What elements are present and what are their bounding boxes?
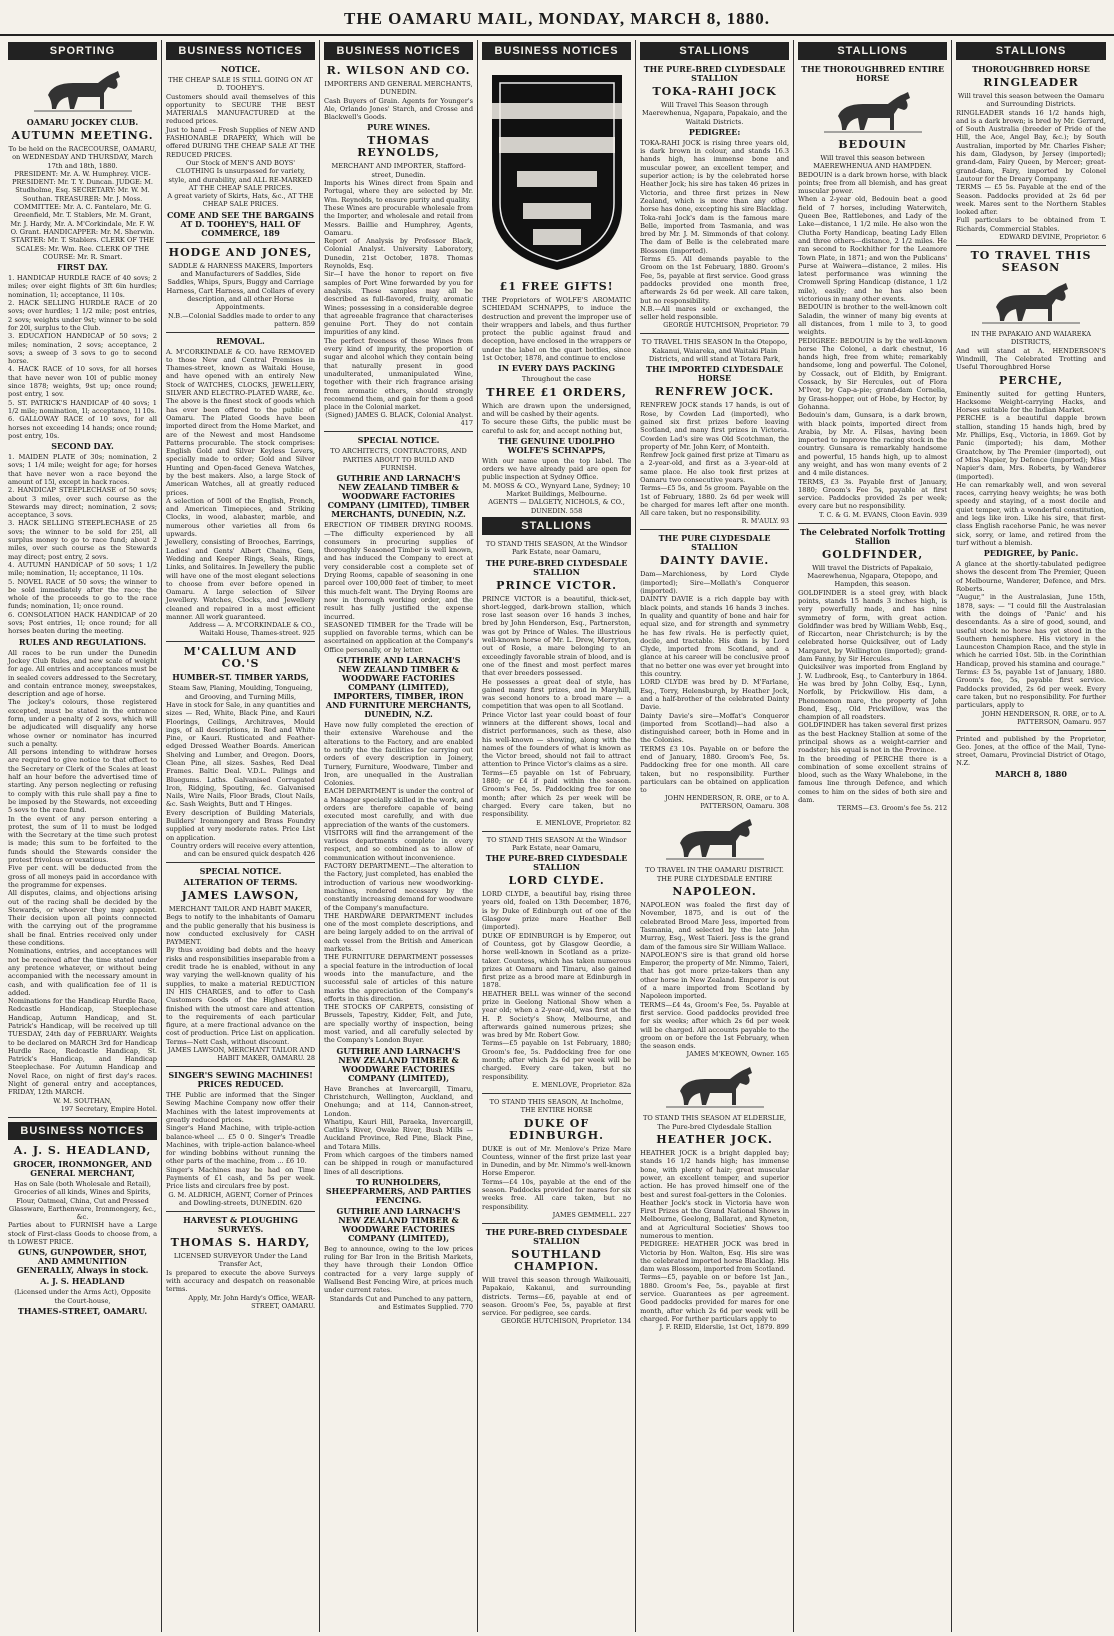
body-text: THE FURNITURE DEPARTMENT possesses a special feature in the introduction of local woods into the manufacture, and the successful sale of articles of this nature marks the appreciation of the Company's efforts in this direction.	[324, 953, 474, 1003]
ad-headline: LORD CLYDE.	[508, 874, 605, 888]
ad-subheading: THE THOROUGHBRED ENTIRE HORSE	[801, 64, 945, 83]
ad-subheading: THE IMPORTED CLYDESDALE HORSE	[646, 364, 784, 384]
centered-text: COMMITTEE: Mr. A. C. Fantelaro, Mr. G. Greenfield, Mr. T. Stablers, Mr. M. Grant, Mr. J. Hardy, Mr. A. M'Corkindale, Mr. F. W. O. Grant. HANDICAPPER: Mr. M. Sherwin. STARTER: Mr. T. Stablers. CLERK OF THE SCALES: Mr. Wm. Ree. CLERK OF THE COURSE: Mr. R. Smart.	[10, 203, 155, 261]
body-text: PEDIGREE: HEATHER JOCK was bred in Victoria by Hon. Walton, Esq. His sire was the celebrated imported horse Blacklag. His dam was Blossom, imported from Scotland.	[640, 1240, 790, 1274]
body-text: THE Proprietors of WOLFE'S AROMATIC SCHIEDAM SCHNAPPS, to induce the destruction and prevent the improper use of their wrappers and labels, and thus further protect the public against fraud and deception, have enclosed in the wrappers or under the label on the quart bottles, since 1st October, 1878, and continue to enclose	[482, 296, 632, 363]
ad-headline: AUTUMN MEETING.	[11, 129, 154, 142]
column-heading: BUSINESS NOTICES	[166, 42, 315, 60]
body-text: Singer's Hand Machine, with triple-action balance-wheel ... £5 0 0. Singer's Treadle Machines, with triple-action balance-wheel for winding bobbins without running the other parts of the machine, from ... £6 10.	[166, 1124, 316, 1166]
body-text: THE STOCKS OF CARPETS, consisting of Brussels, Tapestry, Kidder, Felt, and Jute, are specially worthy of inspection, being most varied, and all carefully selected by the Company's London Buyer.	[324, 1003, 474, 1045]
column-heading: BUSINESS NOTICES	[324, 42, 473, 60]
body-text: DUKE OF EDINBURGH is by Emperor, out of Countess, got by Glasgow Geordie, a horse well-known in Scotland as a prize-taker. Countess, which has taken numerous prizes at Oamaru and Timaru, also gained first prize as a brood mare at Edinburgh in 1878.	[482, 931, 632, 990]
body-text: Just to hand — Fresh Supplies of NEW AND FASHIONABLE DRAPERY, Which will be offered DURING THE CHEAP SALE AT THE REDUCED PRICES.	[166, 125, 316, 159]
body-text: Have Branches at Invercargill, Timaru, Christchurch, Wellington, Auckland, and Onehunga; and at 114, Cannon-street, London.	[324, 1084, 474, 1118]
ad-subheading: PURE WINES.	[367, 122, 430, 133]
ad-subheading: GROCER, IRONMONGER, AND GENERAL MERCHANT,	[13, 1158, 152, 1178]
newspaper-columns	[4, 40, 1110, 1632]
centered-text: Will Travel This Season through Maerewhenua, Ngapara, Papakaio, and the Waitaki Districts.	[642, 101, 788, 126]
centered-text: TO TRAVEL THIS SEASON In the Otepopo, Kakanui, Waiareka, and Waitaki Plain Districts, and will stand at Totara Park,	[641, 338, 788, 364]
body-text: PRINCE VICTOR is a beautiful, thick-set, short-legged, dark-brown stallion, which rose last season over 16 hands 3 inches, bred by John Henderson, Esq., Partnerston, was got by Prince of Wales. The illustrious well-known horse of Mr. L. Drew, Merryton, out of Rosie, a mare belonging to an exceedingly favorable strain of blood, and is one of the finest and most perfect mares that ever breeders possessed.	[482, 594, 632, 678]
body-text: Report of Analysis by Professor Black, Colonial Analyst. University Laboratory, Dunedin, 21st October, 1878. Thomas Reynolds, Esq.	[324, 237, 474, 271]
body-text: Terms: £3 5s, payable 1st of January, 1880. Groom's fee, 5s, payable first service. Paddocks provided, 2s 6d per week. Every care taken, but no responsibility. For further particulars, apply to	[956, 668, 1106, 710]
centered-text: THE CHEAP SALE IS STILL GOING ON AT D. TOOHEY'S.	[168, 76, 313, 93]
body-text: Terms £5. All demands payable to the Groom on the 1st February, 1880. Groom's Fee, 5s, payable at first service. Good grass paddocks provided one month free, afterwards 2s 6d per week. All care taken, but no responsibility.	[640, 255, 790, 305]
ad-subheading: IN EVERY DAYS PACKING	[498, 363, 616, 374]
body-text: DAINTY DAVIE is a rich dapple bay with black points, and stands 16 hands 3 inches. In quality and quantity of bone and hair for equal size, and for strength and symmetry he has few rivals. He is perfectly quiet, docile, and tractable. His dam is by Lord Clyde, imported from Scotland, and a glance at his career will be conclusive proof that no better one was ever yet brought into this country.	[640, 595, 790, 679]
body-text: Every description of Building Materials, Builders' Ironmongery and Brass Foundry supplied at very moderate rates. Price List on application.	[166, 808, 316, 842]
body-text: PERCHE is a beautiful dapple brown stallion, standing 15 hands high, bred by Mr. Phillips, Esq., Victoria, in 1869. Got by Panic (imported); his dam, Mother Graatchow, by The Premier (imported), out of Miss Napier, by Defence (imported); Miss Napier's dam, Mrs. Roberts, by Wanderer (imported).	[956, 414, 1106, 481]
centered-text: Throughout the case	[521, 375, 592, 384]
body-text: Imports his Wines direct from Spain and Portugal, where they are selected by Mr. Wm. Reynolds, to ensure purity and quality.	[324, 179, 474, 204]
body-text: The perfect freeness of these Wines from every kind of impurity, the proportion of sugar and alcohol which they contain being that naturally present in good unadulterated, unmanipulated Wine, together with their rich fragrance arising from aromatic ethers, should strongly recommend them, and gain for them a good place in the Colonial market.	[324, 336, 474, 412]
body-text: 3. HACK SELLING STEEPLECHASE of 25 sovs; the winner to be sold for 25l, all surplus money to go to race fund; about 2 miles, over such course as the Stewards may direct; post entry, 2 sovs.	[8, 519, 158, 561]
ad-headline: PERCHE,	[998, 373, 1064, 387]
ad-signature: E. MENLOVE, Proprietor. 82	[536, 818, 632, 827]
body-text: When a 2-year old, Bedouin beat a good field of 7 horses, including Waterwitch, Queen Bee, Rattlebones, and Lady of the Lake—distance, 1 1/2 mile. He also won the Clutha Forty Handicap, beating Lady Ellen and three others—distance, 2 1/2 miles. He ran second to Rockhither for the Leamore Town Plate, in 1871; and won the Publicans' Purse at Waiwera—distance, 2 miles. His latest performance was winning the Cromwell Spring Handicap (distance, 1 1/2 mile), easily; and he has also been victorious in many other events.	[798, 195, 948, 304]
ad-headline: RINGLEADER	[983, 76, 1079, 89]
centered-text: M. MOSS & CO., Wynyard Lane, Sydney; 10 Market Buildings, Melbourne.	[482, 481, 631, 499]
column-heading: STALLIONS	[956, 42, 1106, 60]
body-text: Terms—£4 10s, payable at the end of the season. Paddocks provided for mares for six weeks free. All care taken, but no responsibility.	[482, 1177, 632, 1211]
body-text: 2. HANDICAP STEEPLECHASE of 50 sovs; about 3 miles, over such course as the Stewards may direct; nomination, 2 sovs; acceptance, 3 sovs.	[8, 486, 158, 520]
body-text: Toka-rahi Jock's dam is the famous mare Belle, imported from Tasmania, and was bred by Mr. J. M. Simmonds of that colony. The dam of Belle is the celebrated mare Blossom (imported).	[640, 213, 790, 255]
column-heading: SPORTING	[8, 42, 157, 60]
column-2	[162, 40, 320, 1632]
body-text: 5. ST. PATRICK'S HANDICAP of 40 sovs; 1 1/2 mile; nomination, 1l; acceptance, 1l 10s.	[8, 398, 158, 415]
ad-signature: (Signed) JAMES G. BLACK, Colonial Analyst. 417	[325, 411, 474, 428]
ad-signature: GEORGE HUTCHISON, Proprietor. 79	[663, 321, 790, 330]
body-text: Terms—£5 5s, and 5s groom. Payable on the 1st of February, 1880. 2s 6d per week will be charged for mares left after one month. All care taken, but no responsibility.	[640, 484, 790, 518]
centered-text: TO ARCHITECTS, CONTRACTORS, AND PARTIES ABOUT TO BUILD AND FURNISH.	[330, 447, 467, 472]
body-text: These Wines are procurable wholesale from the Importer, and wholesale and retail from Messrs. Baillie and Humphrey, Agents, Oamaru.	[324, 203, 474, 237]
body-text: The above is the finest stock of goods which has ever been offered to the public of Oamaru. The Plated Goods have been imported direct from the Home Market, and are of the Newest and most Handsome Patterns procurable. The stock comprises: English Gold and Silver Keyless Levers, specially made to order; Gold and Silver Hunting and Open-faced Geneva Watches, by the best makers. Also, a large Stock of American Watches, all at greatly reduced prices.	[166, 397, 316, 497]
horse-illustration-icon	[28, 65, 138, 115]
centered-text: TO TRAVEL IN THE OAMARU DISTRICT. THE PURE CLYDESDALE ENTIRE	[645, 866, 784, 883]
body-text: Nominations for the Handicap Hurdle Race, Redcastle Handicap, Steeplechase Handicap, Autumn Handicap, and St. Patrick's Handicap, will be received up till TUESDAY, 24th day of FEBRUARY. Weights to be declared on MARCH 3rd for Handicap Hurdle Race, Redcastle Handicap, St. Patrick's Handicap, and Handicap Steeplechase. For Autumn Handicap and Novel Race, on night of first day's races. Night of general entry and acceptances, FRIDAY, 12th MARCH.	[8, 997, 158, 1097]
body-text: 6. GALLOWAY RACE of 10 sovs, for all horses not exceeding 14 hands; once round; post entry, 10s.	[8, 415, 158, 440]
body-text: Which are drawn upon the undersigned, and will be cashed by their agents.	[482, 401, 632, 418]
column-divider	[8, 1117, 157, 1118]
body-text: A selection of 500l of the English, French, and American Timepieces, and Striking Clocks, in wood, alabaster, marble, and numerous other varieties all from 6s upwards.	[166, 496, 316, 539]
ad-headline: JAMES LAWSON,	[181, 888, 300, 902]
ad-subheading: The Celebrated Norfolk Trotting Stallion	[800, 526, 946, 546]
body-text: Heather Jock's stock in Victoria have won First Prizes at the Grand National Shows in Melbourne, Geelong, Ballarat, and Kyneton, and at Agricultural Societies' Shows too numerous to mention.	[640, 1198, 790, 1240]
column-1	[4, 40, 162, 1632]
ad-headline: HEATHER JOCK.	[656, 1133, 773, 1147]
ad-subheading: GUNS, GUNPOWDER, SHOT, AND AMMUNITION GENERALLY, Always in stock.	[16, 1247, 149, 1276]
ad-subheading: REMOVAL.	[216, 335, 265, 346]
body-text: TERMS—£4 4s, Groom's Fee, 5s. Payable at first service. Good paddocks provided free for six weeks; after which 2s 6d per week will be charged. All accounts payable to the groom on or before the 1st February, when the season ends.	[640, 1000, 790, 1051]
body-text: A. M'CORKINDALE & CO. have REMOVED to those New and Central Premises in Thames-street, known as Waitaki House, and have opened with an entirely New Stock of WATCHES, CLOCKS, JEWELLERY, SILVER AND ELECTRO-PLATED WARE, &c.	[166, 347, 316, 398]
body-text: Terms—£5 payable on 1st of February, 1880; or £4 if paid within the season. Groom's Fee, 5s. Paddocking free for one month; after which 2s per week will be charged. Every care taken, but no responsibility.	[482, 768, 632, 819]
ad-signature: Apply, Mr. John Hardy's Office, WEAR-STREET, OAMARU.	[188, 1293, 316, 1310]
body-text: Is prepared to execute the above Surveys with accuracy and despatch on reasonable terms.	[166, 1268, 316, 1294]
column-divider	[166, 332, 315, 333]
body-text: All disputes, claims, and objections arising out of the racing shall be decided by the Stewards, or whoever they may appoint. Their decision upon all points connected with the carrying out of the programme shall be final. Entries received only under these conditions.	[8, 889, 158, 948]
body-text: From which cargoes of the timbers named can be shipped in rough or manufactured lines of all descriptions.	[324, 1150, 474, 1176]
ad-signature: TERMS—£3. Groom's fee 5s. 212	[837, 804, 948, 813]
body-text: Jewellery, consisting of Brooches, Earrings, Ladies' and Gents' Albert Chains, Gem, Wedding and Keeper Rings, Seals, Rings, Links, and Solitaires. In Jewellery the public will have one of the most elegant selections to choose from ever before opened in Oamaru. A large selection of Silver Jewellery. Watches, Clocks, and Jewellery cleaned and repaired in a most efficient manner. All work guaranteed.	[166, 538, 316, 622]
body-text: DUKE is out of Mr. Menlove's Prize Mare Countess, winner of the first prize last year in Dunedin, and by Mr. Nimmo's well-known Horse Emperor.	[482, 1144, 632, 1178]
ad-subheading: SINGER'S SEWING MACHINES! PRICES REDUCED.	[168, 1070, 313, 1090]
centered-text: LICENSED SURVEYOR Under the Land Transfer Act,	[173, 1252, 308, 1269]
centered-text: W. M. SOUTHAN,	[53, 1096, 112, 1105]
body-text: Will travel this season through Waikouaiti, Papakaio, Kakanui, and surrounding districts. Terms—£6, payable at end of season. Groom's Fee, 5s, payable at first service. For pedigree, see cards.	[482, 1275, 632, 1318]
column-heading: STALLIONS	[798, 42, 947, 60]
ad-headline: DUKE OF EDINBURGH.	[509, 1116, 604, 1142]
body-text: 2. HACK SELLING HURDLE RACE of 20 sovs; over hurdles; 1 1/2 mile; post entries, 2 sovs; weights under 9st; winner to be sold for 20l, surplus to the Club.	[8, 299, 158, 332]
body-text: BEDOUIN is a dark brown horse, with black points; free from all blemish, and has great muscular power.	[798, 170, 948, 196]
body-text: Have in stock for Sale, in any quantities and sizes — Red, White, Black Pine, and Kauri Floorings, Ceilings, Architraves, Mould ings, of all descriptions, in Red and White Pine, or Kauri. Rusticated and Feather-edged Dressed Weather Boards. American Shelving and Lumber, and Oregon. Doors, Clean Pine, all sizes. Sashes, Red Deal Frames. Baltic Deal. V.D.L. Palings and Bluegums. Laths. Galvanised Corrugated Iron, Ridging, Spouting, &c. Galvanised Nails, Wire Nails, Floor Brads, Clout Nails, &c. Sash Weights, Butt and T Hinges.	[166, 700, 316, 809]
body-text: TERMS, £3 3s. Payable first of January, 1880; Groom's Fee 5s, payable at first service. Paddocks provided 2s per week; every care but no responsibility.	[798, 477, 948, 511]
body-text: Dainty Davie's sire—Moffat's Conqueror (imported from Scotland)—had also a distinguished career, both in Home and in the Colonies.	[640, 711, 790, 745]
ad-subheading: SPECIAL NOTICE.	[199, 865, 282, 876]
body-text: Nominations, entries, and acceptances will not be received after the time stated under any pretence whatever, or without being accompanied with the necessary amount in cash, and with qualification fee of 1l is added.	[8, 947, 158, 997]
ad-subheading: THE PURE-BRED CLYDESDALE STALLION	[485, 557, 628, 577]
column-divider	[798, 523, 947, 524]
body-text: RINGLEADER stands 16 1/2 hands high, and is a dark brown; is bred by Mr. Gerrard, of South Australia (breeder of Pride of the Hill, the Ace, Angel Bay, &c.); by South Australian, imported by Mr. Charles Fisher; his dam, Gladyson, by Jersey (imported); grand-dam, Fairy Queen, by Mercer; great-grand-dam, Fairy, imported by Colonel Lautour for the Dreary Company.	[956, 108, 1106, 183]
column-3	[320, 40, 478, 1632]
body-text: Renfrew Jock gained first prize at Timaru as a 2-year-old, and first as a 3-year-old at same place. He also took first prizes at Oamaru two consecutive years.	[640, 451, 790, 484]
ad-headline: M'CALLUM AND CO.'S	[183, 645, 298, 671]
ad-headline: THOMAS S. HARDY,	[170, 1236, 311, 1250]
body-text: Quicksilver was imported from England by J. W. Ludbrook, Esq., to Canterbury in 1864. He was bred by John Colby, Esq., Lynn, Norfolk, by Prickwillow. His dam, a Phenomenon mare, the property of John Bond, Esq., Old Prickwillow, was the champion of all roadsters.	[798, 663, 948, 722]
column-divider	[166, 1211, 315, 1212]
ad-subheading: HARVEST & PLOUGHING SURVEYS.	[183, 1215, 298, 1235]
body-text: Printed and published by the Proprietor, Geo. Jones, at the office of the Mail, Tyne-street, Oamaru, Provincial District of Otago, N.Z.	[956, 734, 1106, 768]
body-text: BEDOUIN is brother to the well-known colt Saladin, the winner of many big events at all distances, from 1 mile to 3, to good weights.	[798, 303, 948, 337]
body-text: 5. NOVEL RACE of 50 sovs; the winner to be sold immediately after the race; the whole of the proceeds to go to the race funds; nomination, 1l; once round.	[8, 577, 158, 611]
column-divider	[166, 1066, 315, 1067]
body-text: NAPOLEON was foaled the first day of November, 1875, and is out of the celebrated Brood Mare Jess, imported from Tasmania, and selected by the late John Murray, Esq., West Taieri. Jess is the grand dam of the famous sire Sir William Wallace.	[640, 901, 790, 951]
centered-text: TO STAND THIS SEASON AT ELDERSLIE, The Pure-bred Clydesdale Stallion	[642, 1114, 787, 1131]
column-heading: BUSINESS NOTICES	[482, 42, 631, 60]
column-7	[952, 40, 1110, 1632]
ad-headline: BEDOUIN	[838, 138, 907, 151]
ad-subheading: OAMARU JOCKEY CLUB.	[26, 117, 139, 127]
ad-subheading: SECOND DAY.	[51, 441, 114, 452]
ad-subheading: COME AND SEE THE BARGAINS AT D. TOOHEY'S, HALL OF COMMERCE, 189	[167, 209, 314, 238]
centered-text: Will travel the Districts of Papakaio, Maerewhenua, Ngapara, Otepopo, and Hampden, this season.	[807, 563, 938, 589]
ad-signature: JAMES GEMMELL. 227	[552, 1210, 632, 1219]
ad-subheading: PEDIGREE, by Panic.	[983, 548, 1079, 559]
ad-headline: GOLDFINDER,	[822, 547, 924, 561]
body-text: Customers should avail themselves of this opportunity to SECURE THE BEST MATERIALS MANUFACTURED at the reduced prices.	[166, 92, 316, 126]
column-heading: STALLIONS	[640, 42, 789, 60]
body-text: All races to be run under the Dunedin Jockey Club Rules, and new scale of weight for age. All entries and acceptances must be in sealed covers addressed to the Secretary, and contain entrance money, sweepstakes, description and age of horse.	[8, 648, 158, 699]
ad-headline: NAPOLEON.	[672, 885, 757, 899]
column-divider	[166, 862, 315, 863]
ad-subheading: THAMES-STREET, OAMARU.	[17, 1305, 148, 1316]
centered-text: TO STAND THIS SEASON, At the Windsor Park Estate, near Oamaru,	[485, 539, 628, 557]
ad-subheading: HUMBER-ST. TIMBER YARDS,	[172, 672, 309, 683]
ad-subheading: THE PURE-BRED CLYDESDALE STALLION	[485, 1226, 628, 1246]
column-divider	[166, 242, 315, 243]
body-text: LORD CLYDE was bred by D. M'Farlane, Esq., Torry, Helensburgh, by Heather Jock, and a half-brother of the celebrated Dainty Davie.	[640, 678, 790, 712]
centered-text: MERCHANT AND IMPORTER, Stafford-street, Dunedin.	[331, 162, 466, 179]
wolfes-schnapps-label-icon	[482, 65, 632, 275]
ad-headline: £1 FREE GIFTS!	[499, 280, 614, 293]
ad-subheading: THE PURE-BRED CLYDESDALE STALLION	[643, 64, 786, 83]
centered-text: SADDLE & HARNESS MAKERS, Importers and Manufacturers of Saddles, Side Saddles, Whips, Spurs, Buggy and Carriage Harness, Cart Harness, and Collars of every description, and all other Horse Appointments.	[166, 261, 315, 312]
ad-subheading: SPECIAL NOTICE.	[357, 435, 440, 446]
body-text: Parties about to FURNISH have a Large stock of First-class Goods to choose from, a th LOWEST PRICE.	[8, 1221, 158, 1247]
body-text: Sir—I have the honor to report on five samples of Port Wine forwarded by you for analysis. These samples may all be described as full-flavored, fruity, aromatic Wines; possessing in a considerable degree that agreeable fragrance that characterises genuine Port. They do not contain impurities of any kind.	[324, 270, 474, 337]
centered-text: G. M. ALDRICH, AGENT, Corner of Princes and Dowling-streets, DUNEDIN. 620	[168, 1190, 313, 1207]
column-divider	[324, 431, 473, 432]
body-text: Prince Victor last year could boast of four winners at the different shows, local and district performances, such as these, also his well-known — showing, along with the names of the founders of what is known as the Victor breed, should not fail to attract attention to Prince Victor's claims as a sire.	[482, 710, 632, 769]
column-divider	[482, 831, 631, 832]
centered-text: Steam Saw, Planing, Moulding, Tongueing, and Grooving, and Turning Mills,	[168, 684, 313, 701]
body-text: RENFREW JOCK stands 17 hands, is out of Rose, by Cowden Lad (imported), who gained six first prizes before leaving Scotland, and many first prizes in Victoria. Cowden Lad's sire was Old Scotchman, the property of Mr. John Kerr, of Monteith.	[640, 401, 790, 451]
ad-subheading: THE PURE CLYDESDALE STALLION	[658, 533, 771, 553]
ad-headline: TOKA-RAHI JOCK	[652, 85, 777, 98]
ad-headline: PRINCE VICTOR.	[496, 578, 617, 592]
centered-text: Our Stock of MEN'S AND BOYS' CLOTHING Is unsurpassed for variety, style, and durability, and ALL RE-MARKED AT THE CHEAP SALE PRICES.	[168, 158, 313, 192]
ad-subheading: MARCH 8, 1880	[995, 768, 1067, 779]
horse-illustration-icon	[660, 1061, 770, 1111]
body-text: The jockey's colours, those registered excepted, must be stated in the entrance form, under a penalty of 2 sovs, which will be adjudicated will disqualify any horse whose owner or nominator has incurred such a penalty.	[8, 698, 158, 748]
ad-headline: SOUTHLAND CHAMPION.	[511, 1247, 602, 1273]
ad-headline: DAINTY DAVIE.	[659, 554, 770, 568]
body-text: Begs to notify to the inhabitants of Oamaru and the public generally that his business is now conducted exclusively for CASH PAYMENT.	[166, 913, 316, 947]
body-text: HEATHER JOCK is a bright dappled bay; stands 16 1/2 hands high; has immense bone, with plenty of hair; great muscular power, an excellent temper, and superior action. He has proved himself one of the best and surest foal-getters in the Colonies.	[640, 1149, 790, 1199]
body-text: TERMS £3 10s. Payable on or before the end of January, 1880. Groom's Fee, 5s. Paddocking free for one month. All care taken, but no responsibility. Further particulars can be obtained on application to	[640, 744, 790, 795]
masthead-title: THE OAMARU MAIL, MONDAY, MARCH 8, 1880.	[344, 9, 770, 28]
body-text: And will stand at A. HENDERSON'S Windmill, The Celebrated Trotting and Useful Thoroughbred Horse	[956, 346, 1106, 372]
body-text: Terms—£5, payable on or before 1st Jan., 1880. Groom's Fee, 5s., payable at first service. Guarantees as per agreement. Good paddocks provided for mares for one month, after which 2s 6d per week will be charged. For further particulars apply to	[640, 1273, 790, 1323]
body-text: With our name upon the top label. The orders we have already paid are open for public inspection at Sydney Office.	[482, 456, 632, 482]
body-text: By thus avoiding bad debts and the heavy risks and responsibilities inseparable from a credit trade he is enabled, without in any way varying the well-known quality of his supplies, to make a material REDUCTION IN HIS CHARGES, and to offer to Cash Customers Goods of the Highest Class, finished with the utmost care and attention to the requirements of each particular figure, at a mere fractional advance on the cost of production. Price List on application. Terms—Nett Cash, without discount.	[166, 946, 316, 1046]
ad-signature: JAMES LAWSON, MERCHANT TAILOR AND HABIT MAKER, OAMARU. 28	[168, 1046, 316, 1063]
body-text: 4. AUTUMN HANDICAP of 50 sovs; 1 1/2 mile; nomination, 1l; acceptance, 1l 10s.	[8, 560, 158, 578]
body-text: Five per cent. will be deducted from the gross of all moneys paid in accordance with the programme for expenses.	[8, 864, 158, 889]
ad-signature: 197 Secretary, Empire Hotel.	[60, 1104, 158, 1113]
section-heading: STALLIONS	[482, 517, 631, 535]
column-divider	[640, 333, 789, 334]
body-text: EACH DEPARTMENT is under the control of a Manager specially skilled in the work, and orders are therefore capable of being executed most carefully, and with due appreciation of the wants of the customers.	[324, 787, 474, 829]
ad-subheading: TO RUNHOLDERS, SHEEPFARMERS, AND PARTIES FENCING.	[325, 1176, 472, 1205]
body-text: SEASONED TIMBER for the Trade will be supplied on favorable terms, which can be ascertained on application at the Company's Office personally, or by letter.	[324, 620, 474, 654]
ad-signature: GEORGE HUTCHISON, Proprietor. 134	[500, 1317, 632, 1326]
body-text: All persons intending to withdraw horses are required to give notice to that effect to the Secretary or Clerk of the Scales at least half an hour before the advertised time of starting. Any person neglecting or refusing to comply with this rule shall pay a fine to be imposed by the Stewards, not exceeding 5 sovs to the race fund.	[8, 748, 158, 815]
ad-signature: JAMES M'KEOWN, Owner. 165	[686, 1050, 790, 1059]
ad-headline: TO TRAVEL THIS SEASON	[970, 249, 1092, 275]
body-text: In the event of any person entering a protest, the sum of 1l to must be lodged with the Secretary at the time such protest is made; this sum to be forfeited to the funds should the Stewards consider the protest frivolous or vexatious.	[8, 814, 158, 865]
centered-text: To be held on the RACECOURSE, OAMARU, on WEDNESDAY AND THURSDAY, March 17th and 18th, 1880.	[8, 145, 157, 170]
body-text: ERECTION OF TIMBER DRYING ROOMS. —The difficulty experienced by all consumers in procuring supplies of thoroughly Seasoned Timber is well known, and has induced the Company to erect at very considerable cost a complete set of Drying Rooms, capable of seasoning in one parcel over 100,000 feet of timber, to meet this much-felt want. The Drying Rooms are now in thorough working order, and the result has fully justified the expense incurred.	[324, 521, 474, 621]
ad-headline: RENFREW JOCK.	[655, 385, 775, 399]
body-text: Eminently suited for getting Hunters, Hacksome Weight-carrying Hacks, and Horses suitable for the Indian Market.	[956, 389, 1106, 415]
body-text: Whatipu, Kauri Hill, Paraeka, Invercargill, Catlin's River, Owake River, Bush Mills — Auckland Province, Red Pine, Black Pine, and Totara Mills.	[324, 1117, 474, 1151]
centered-text: A great variety of Skirts, Hats, &c., AT THE CHEAP SALE PRICES.	[167, 192, 314, 209]
ad-subheading: A. J. S. HEADLAND	[40, 1276, 125, 1287]
column-divider	[482, 1223, 631, 1224]
ad-subheading: GUTHRIE AND LARNACH'S NEW ZEALAND TIMBER & WOODWARE FACTORIES COMPANY (LIMITED),	[336, 1205, 461, 1243]
body-text: GOLDFINDER has taken several first prizes as the best Hackney Stallion at some of the principal shows as a weight-carrier and roadster; his equal is not in the Province.	[798, 721, 948, 755]
ad-subheading: THE GENUINE UDOLPHO WOLFE'S SCHNAPPS,	[498, 435, 615, 455]
ad-subheading: RULES AND REGULATIONS.	[18, 636, 147, 647]
centered-text: TO STAND THIS SEASON, At Incholme, THE ENTIRE HORSE	[489, 1097, 624, 1115]
column-6	[794, 40, 952, 1632]
body-text: Dam—Marchioness, by Lord Clyde (imported); Sire—Mollath's Conqueror (imported).	[640, 570, 790, 596]
body-text: Bedouin's dam, Gunsara, is a dark brown, with black points, imported direct from Arabia, by Mr. A. Filsas, having been imported to improve the racing stock in the country. Gunsara is remarkably handsome and powerful, 15 hands high, up to almost any weight, and has won many events of 2 and 4 mile distances.	[798, 411, 948, 478]
ad-signature: JOHN HENDERSON, R. ORE, or to A. PATTERSON, Oamaru. 308	[665, 794, 790, 811]
ad-subheading: THE PURE-BRED CLYDESDALE STALLION	[485, 853, 628, 873]
body-text: Beg to announce, owing to the low prices ruling for Bar Iron in the British Markets, they have through their London Office contracted for a very large supply of Wallsend Best Fencing Wire, at prices much under current rates.	[324, 1244, 474, 1295]
body-text: He possesses a great deal of style, has gained many first prizes, and in Maryhill, was second honors to a broad mare — a competition that was open to all Scotland.	[482, 677, 632, 711]
body-text: HEATHER BELL was winner of the second prize in Geelong National Show when a year old; when a 2-year-old, was first at the H. P. Society's Show, Melbourne, and afterwards gained numerous prizes; she was bred by Mr. Robert Gow.	[482, 989, 632, 1040]
body-text: Terms—£5 payable on 1st February, 1880; Groom's fee, 5s. Paddocking free for one month; after which 2s 6d per week will be charged. Every care taken, but no responsibility.	[482, 1039, 632, 1081]
centered-text: AGENTS — DALGETY, NICHOLS, & CO., DUNEDIN. 558	[488, 498, 625, 515]
body-text: Cash Buyers of Grain. Agents for Younger's Ale, Orlando Jones' Starch, and Crosse and Blackwell's Goods.	[324, 96, 474, 122]
body-text: He can remarkably well, and won several races, carrying heavy weights; he was both speedy and staying, of a most docile and quiet temper, with a wonderful constitution, and legs like iron. Like his sire, that first-class English racehorse Panic, he was never sick, sorry, or lame, and retired from the turf without a blemish.	[956, 480, 1106, 547]
body-text: Full particulars to be obtained from T. Richards, Commercial Stables.	[956, 216, 1106, 233]
ad-subheading: FIRST DAY.	[57, 262, 108, 273]
body-text: 4. HACK RACE of 10 sovs, for all horses that have never won 10l of public money since 1878; weights, 9st up; once round; post entry, 1 sov.	[8, 365, 158, 399]
ad-signature: T. C. & G. M. EVANS, Cloon Eavin. 939	[819, 510, 948, 519]
body-text: 3. EDUCATION HANDICAP of 50 sovs; 2 miles; nomination, 2 sovs; acceptance, 2 sovs; a sweep of 3 sovs to go to second horse.	[8, 332, 158, 366]
column-divider	[956, 245, 1106, 246]
centered-text: IN THE PAPAKAIO AND WAIAREKA DISTRICTS,	[971, 330, 1091, 347]
column-5	[636, 40, 794, 1632]
ad-signature: R. M'AULY. 93	[741, 517, 790, 526]
body-text: 1. HANDICAP HURDLE RACE of 40 sovs; 2 miles; over eight flights of 3ft 6in hurdles; nomination, 1l; acceptance, 1l 10s.	[8, 274, 158, 299]
body-text: THE Public are informed that the Singer Sewing Machine Company now offer their Machines with the latest improvements at greatly reduced prices.	[166, 1091, 316, 1124]
ad-headline: A. J. S. HEADLAND,	[13, 1143, 152, 1157]
ad-signature: N.B.—Colonial Saddles made to order to any pattern. 859	[167, 311, 316, 328]
centered-text: PRESIDENT: Mr. A. W. Humphrey. VICE-PRESIDENT: Mr. T. Y. Duncan. JUDGE: M. Studholme, Esq. SECRETARY: Mr. W. M. Southan. TREASURER: Mr. J. Moss.	[12, 169, 153, 203]
ad-headline: THOMAS REYNOLDS,	[357, 134, 440, 160]
ad-signature: EDWARD DEVINE, Proprietor. 6	[999, 233, 1106, 242]
ad-headline: THREE £1 ORDERS,	[486, 385, 627, 399]
centered-text: (Licensed under the Arms Act), Opposite the Court-house,	[14, 1288, 151, 1305]
body-text: NAPOLEON'S sire is that grand old horse Emperor, the property of Mr. Nimmo, Taieri, that has got more prize-takers than any other horse in New Zealand. Emperor is out of a mare imported from Scotland by Napoleon imported.	[640, 950, 790, 1001]
centered-text: Will travel this season between the Oamaru and Surrounding Districts.	[957, 92, 1105, 109]
horse-illustration-icon	[660, 813, 770, 863]
body-text: 6. CONSOLATION HACK HANDICAP of 20 sovs; Post entries, 1l; once round; for all horses beaten during the meeting.	[8, 610, 158, 636]
centered-text: Will travel this season between MAEREWHENUA AND HAMPDEN.	[813, 154, 932, 171]
body-text: In the breeding of PERCHE there is a combination of some excellent strains of blood, such as the Waxy Whalebone, in the famous line through Defence, and which comes to him on the sides of both sire and dam.	[798, 754, 948, 805]
masthead	[0, 0, 1114, 36]
body-text: A glance at the shortly-tabulated pedigree shows the descent from The Premier, Queen of Melbourne, Wanderer, Defence, and Mrs. Roberts.	[956, 560, 1106, 594]
centered-text: MERCHANT TAILOR AND HABIT MAKER,	[168, 904, 313, 913]
centered-text: TO STAND THIS SEASON At the Windsor Park Estate, near Oamaru,	[486, 835, 627, 852]
body-text: Singer's Machines may be had on Time Payments of £1 cash, and 5s per week. Price lists and circulars free by post.	[166, 1165, 316, 1191]
horse-illustration-icon	[976, 277, 1086, 327]
body-text: LORD CLYDE, a beautiful bay, rising three years old, foaled on 13th December, 1876, is by Duke of Edinburgh out of one of the Glasgow prize mare Heather Bell (imported).	[482, 890, 632, 932]
ad-subheading: GUTHRIE AND LARNACH'S NEW ZEALAND TIMBER & WOODWARE FACTORIES COMPANY (LIMITED),	[336, 1045, 461, 1083]
body-text: PEDIGREE: BEDOUIN is by the well-known horse The Colonel, a dark chestnut, 16 hands high, free from white; remarkably handsome, long and powerful. The Colonel, by Cossack, out of Eldith, by Emigrant. Cossack, by Sir Hercules, out of Flora M'Ivor, by Cap-a-pie; grand-dam Cornelia, by Grass-hopper, out of Hobe, by Hector, by Gohanna.	[798, 336, 948, 411]
ad-headline: HODGE AND JONES,	[168, 245, 313, 259]
ad-subheading: GUTHRIE AND LARNACH'S NEW ZEALAND TIMBER & WOODWARE FACTORIES COMPANY (LIMITED), TIMBER MERCHANTS, DUNEDIN, N.Z.	[327, 473, 470, 520]
column-4	[478, 40, 636, 1632]
horse-illustration-icon	[818, 86, 928, 136]
ad-signature: JOHN HENDERSON, R. ORE, or to A. PATTERSON, Oamaru. 957	[981, 709, 1106, 726]
column-divider	[640, 529, 789, 530]
body-text: To secure these Gifts, the public must be careful to ask for, and accept nothing but,	[482, 418, 632, 435]
ad-subheading: PEDIGREE:	[688, 126, 741, 137]
body-text: "Augur," in the Australasian, June 15th, 1878, says: — "I could fill the Australasian with the doings of 'Panic' and his descendants. As a sire of good, sound, and useful stock no horse has yet stood in the Southern hemisphere. His victory in the Launceston Champion Race, and the style in which he carried 10st. 5lb. in the Corinthian Handicap, proved his stamina and courage."	[956, 593, 1106, 668]
body-text: GOLDFINDER is a steel grey, with black points, stands 15 hands 3 inches high, is very powerfully made, and has nine symmetry of form, with great action. Goldfinder was bred by William Webb, Esq., of Riccarton, near Christchurch; is by the celebrated horse Quicksilver, out of Lady Margaret, by Wellington (imported); grand-dam Fanny, by Sir Hercules.	[798, 588, 948, 664]
body-text: 1. MAIDEN PLATE of 30s; nomination, 2 sovs; 1 1/4 mile; weight for age; for horses that have never won a race beyond the amount of 15l, except in hack races.	[8, 453, 158, 486]
body-text: VISITORS will find the arrangement of the various departments complete in every respect, and so combined as to allow of communication without inconvenience.	[324, 828, 474, 862]
centered-text: IMPORTERS AND GENERAL MERCHANTS, DUNEDIN.	[324, 80, 473, 97]
ad-headline: R. WILSON AND CO.	[326, 64, 471, 77]
body-text: Have now fully completed the erection of their extensive Warehouse and the alterations to the Factory, and are enabled to notify the the facilities for carrying out orders of every description in Joinery, Turnery, Furniture, Woodware, Timber and Iron, are unequalled in the Australian Colonies.	[324, 721, 474, 788]
centered-text: Has on Sale (both Wholesale and Retail), Groceries of all kinds, Wines and Spirits, Flour, Oatmeal, China, Cut and Pressed Glassware, Earthenware, Ironmongery, &c., &c.	[8, 1179, 157, 1222]
body-text: TOKA-RAHI JOCK is rising three years old, is dark brown in colour, and stands 16.3 hands high, has immense bone and muscular power, an excellent temper, and superior action; is by the celebrated horse Heather Jock; his sire has taken 46 prizes in Victoria, and three first prizes in New Zealand, which is more than any other horse has done, excepting his sire Blacklag.	[640, 138, 790, 214]
ad-signature: Address — A. M'CORKINDALE & CO., Waitaki House, Thames-street. 925	[189, 621, 316, 638]
ad-subheading: THOROUGHBRED HORSE	[972, 64, 1090, 74]
ad-signature: Country orders will receive every attention, and can be ensured quick despatch 426	[170, 841, 316, 858]
body-text: N.B.—All mares sold or exchanged, the seller held responsible.	[640, 304, 790, 322]
ad-subheading: ALTERATION OF TERMS.	[183, 876, 298, 887]
ad-signature: J. F. REID, Elderslie, 1st Oct, 1879. 899	[659, 1323, 790, 1332]
body-text: FACTORY DEPARTMENT.—The alteration to the Factory, just completed, has enabled the introduction of various new woodworking-machines, rendered necessary by the constantly increasing demand for woodware of the Company's manufacture.	[324, 862, 474, 912]
section-heading: BUSINESS NOTICES	[8, 1122, 157, 1140]
ad-subheading: NOTICE.	[220, 64, 261, 74]
body-text: TERMS — £5 5s. Payable at the end of the Season. Paddocks provided at 2s 6d per week. Mares sent to the Northern Stables looked after.	[956, 183, 1106, 217]
ad-signature: Standards Cut and Punched to any pattern, and Estimates Supplied. 770	[329, 1294, 474, 1311]
ad-signature: E. MENLOVE, Proprietor. 82a	[532, 1080, 632, 1089]
column-divider	[956, 730, 1106, 731]
column-divider	[482, 1093, 631, 1094]
body-text: THE HARDWARE DEPARTMENT includes one of the most complete descriptions, and are being largely added to on the arrival of each vessel from the British and American markets.	[324, 911, 474, 954]
column-divider	[166, 641, 315, 642]
ad-subheading: GUTHRIE AND LARNACH'S NEW ZEALAND TIMBER & WOODWARE FACTORIES COMPANY (LIMITED), IMPORTERS, TIMBER, IRON AND FURNITURE MERCHANTS, DUNEDIN, N.Z.	[325, 655, 472, 720]
